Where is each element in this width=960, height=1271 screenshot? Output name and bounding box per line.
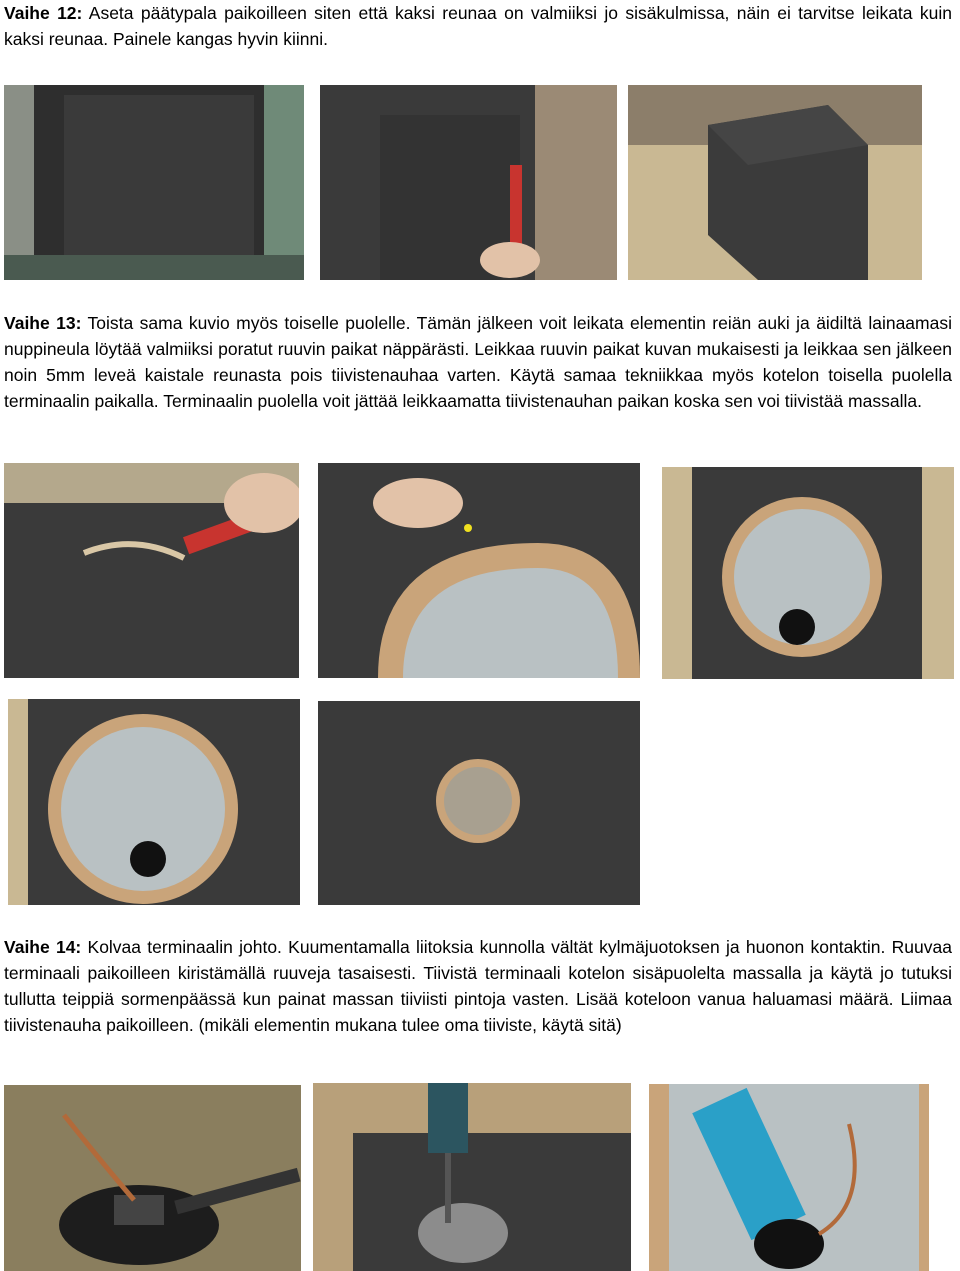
photo-step13-pin-holes xyxy=(318,463,640,678)
step-13-text: Toista sama kuvio myös toiselle puolelle. Tämän jälkeen voit leikata elementin reiän auki ja äidiltä lainaamasi nuppineula löytää valmiiksi poratut ruuvin paikat näppärästi. Leikkaa ruuvin paikat kuvan mukaisesti ja leikkaa sen jälkeen noin 5mm leveä kaistale reunasta pois tiivistenauhaa varten. Käytä samaa tekniikkaa myös kotelon toisella puolella terminaalin paikalla. Terminaalin puolella voit jättää leikkaamatta tiivistenauhan paikan koska sen voi tiivistää massalla. xyxy=(4,313,952,411)
photo-step12-finished-box xyxy=(628,85,922,280)
photo-step14-screwing-terminal xyxy=(313,1083,631,1271)
step-12-paragraph xyxy=(4,0,952,52)
step-14-text: Kolvaa terminaalin johto. Kuumentamalla liitoksia kunnolla vältät kylmäjuotoksen ja huonon kontaktin. Ruuvaa terminaali paikoilleen kiristämällä ruuveja tasaisesti. Tiivistä terminaali kotelon sisäpuolelta massalla ja käytä jo tutuksi tullutta teippiä sormenpäässä kun painat massan tiiviisti pintoja vasten. Lisää koteloon vanua haluamasi määrä. Liimaa tiivistenauha paikoilleen. (mikäli elementin mukana tulee oma tiiviste, käytä sitä) xyxy=(4,937,952,1035)
step-12-text: Aseta päätypala paikoilleen siten että kaksi reunaa on valmiiksi jo sisäkulmissa, näin ei tarvitse leikata kuin kaksi reunaa. Painele kangas hyvin kiinni. xyxy=(4,3,952,49)
photo-step13-trimmed-edge xyxy=(8,699,300,905)
photo-step12-cutting xyxy=(320,85,617,280)
photo-step14-sealing xyxy=(649,1084,929,1271)
photo-step13-terminal-hole xyxy=(318,701,640,905)
photo-step13-knife-cut xyxy=(4,463,299,678)
step-14-label: Vaihe 14: xyxy=(4,937,82,957)
step-14-paragraph xyxy=(4,934,952,1038)
step-13-paragraph xyxy=(4,310,952,414)
photo-step13-speaker-hole xyxy=(662,467,954,679)
photo-step14-soldering xyxy=(4,1085,301,1271)
step-12-label: Vaihe 12: xyxy=(4,3,83,23)
photo-step12-box-side xyxy=(4,85,304,280)
step-13-label: Vaihe 13: xyxy=(4,313,82,333)
